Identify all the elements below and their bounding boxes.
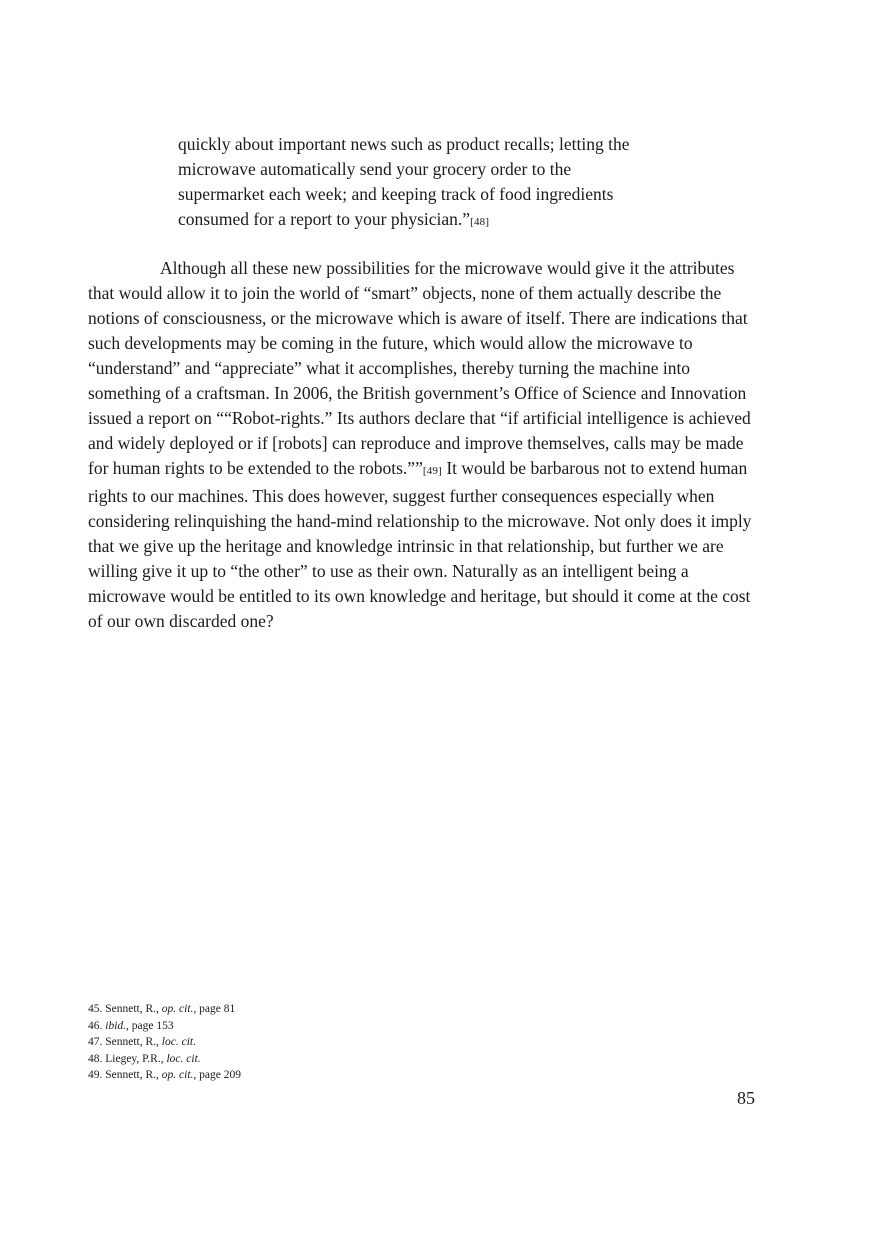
page-number: 85 [737,1088,755,1108]
footnotes-section [88,1001,241,1084]
footnote-48-prefix: 48. Liegey, P.R., [88,1052,167,1065]
footnote-45 [88,1001,241,1018]
footnote-46-suffix: , page 153 [126,1019,174,1032]
footnote-45-citation: op. cit. [161,1003,194,1015]
footnote-46-citation: ibid. [105,1019,127,1032]
body-paragraph [88,256,758,634]
footnote-48-citation: loc. cit. [166,1052,201,1065]
footnote-marker-48: [48] [470,216,490,228]
footnote-47-prefix: 47. Sennett, R., [88,1036,162,1048]
footnote-45-prefix: 45. Sennett, R., [88,1003,162,1015]
footnote-49-suffix: , page 209 [193,1069,242,1081]
footnote-49 [88,1067,241,1084]
footnote-47-citation: loc. cit. [161,1036,196,1048]
body-text-part2: It would be barbarous not to extend human rights to our machines. This does however, suggest further consequences especially when considering relinquishing the hand-mind relationship to the microwave. Not only does it imply that we give up the heritage and knowledge intrinsic in that relationship, but further we are willing give it up to “the other” to use as their own. Naturally as an intelligent being a microwave would be entitled to its own knowledge and heritage, but should it come at the cost of our own discarded one? [88,458,752,631]
footnote-49-citation: op. cit. [161,1069,194,1081]
block-quote [178,132,646,235]
footnote-45-suffix: , page 81 [193,1003,236,1015]
body-text-part1: Although all these new possibilities for the microwave would give it the attributes that would allow it to join the world of “smart” objects, none of them actually describe the notions of consciousness, or the microwave which is aware of itself. There are indications that such developments may be coming in the future, which would allow the microwave to “understand” and “appreciate” what it accomplishes, thereby turning the machine into something of a craftsman. In 2006, the British government’s Office of Science and Innovation issued a report on ““Robot-rights.” Its authors declare that “if artificial intelligence is achieved and widely deployed or if [robots] can reproduce and improve themselves, calls may be made for human rights to be extended to the robots.”” [88,258,751,478]
footnote-marker-49: [49] [422,465,442,477]
footnote-46 [88,1018,241,1035]
quote-text: quickly about important news such as product recalls; letting the microwave automatically send your grocery order to the supermarket each week; and keeping track of food ingredients consumed for a report to your physician.” [178,134,630,229]
footnote-46-prefix: 46. [88,1019,106,1032]
footnote-49-prefix: 49. Sennett, R., [88,1069,162,1081]
footnote-48 [88,1051,241,1068]
footnote-47 [88,1034,241,1051]
